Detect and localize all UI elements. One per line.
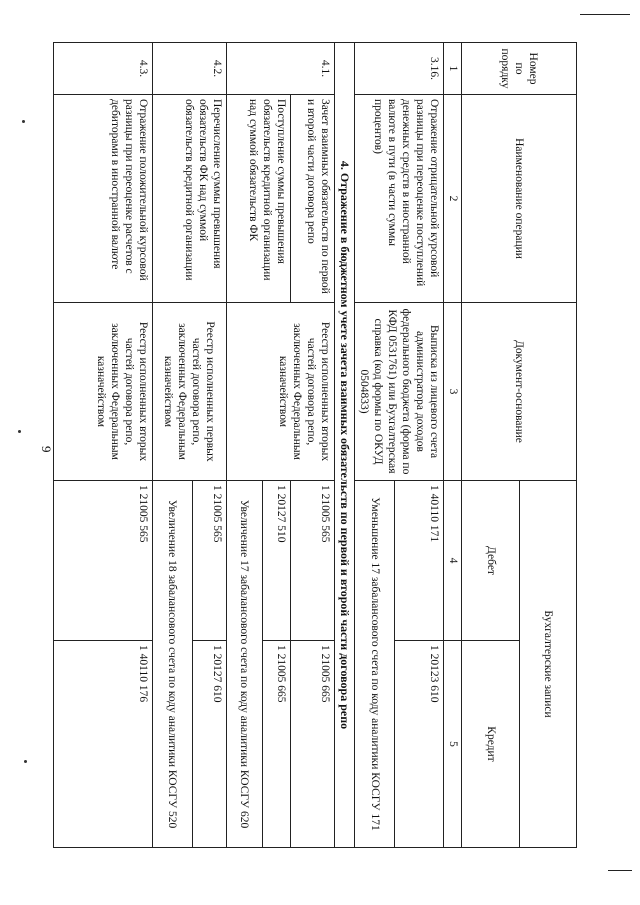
row-number: 4.1. [226, 43, 334, 95]
col-number: 5 [444, 641, 462, 848]
operation-cell: Зачет взаимных обязательств по первой и второй части договора репо [290, 95, 334, 303]
section-title: 4. Отражение в бюджетном учете зачета взаимных обязательств по первой и второй части договора репо [334, 43, 354, 848]
row-number: 4.3. [53, 43, 152, 95]
page-number: 9 [39, 446, 54, 453]
credit-cell: 1 21005 665 [290, 641, 334, 848]
section-row [334, 43, 354, 848]
header-number: Номер по порядку [462, 43, 577, 95]
header-document: Документ-основание [462, 303, 577, 481]
credit-cell: 1 21005 665 [262, 641, 290, 848]
operation-cell: Отражение отрицательной курсовой разницы при переоценке поступлений денежных средств в иностранной валюте в пути (в части суммы процентов) [354, 95, 443, 303]
header-operation: Наименование операции [462, 95, 577, 303]
operation-cell: Отражение положительной курсовой разницы при переоценке расчетов с дебиторами в иностранной валюте [53, 95, 152, 303]
debit-cell: 1 21005 565 [53, 481, 152, 641]
table-row [290, 43, 334, 848]
debit-cell: 1 20127 510 [262, 481, 290, 641]
header-credit: Кредит [462, 641, 520, 848]
header-debit: Дебет [462, 481, 520, 641]
debit-cell: 1 40110 171 [395, 481, 444, 641]
row-number: 3.16. [354, 43, 443, 95]
table-row [395, 43, 444, 848]
column-numbers-row [444, 43, 462, 848]
col-number: 2 [444, 95, 462, 303]
col-number: 1 [444, 43, 462, 95]
document-cell: Реестр исполненных вторых частей договора репо, заключенных Федеральным казначейством [226, 303, 334, 481]
rotated-table-container [62, 42, 577, 847]
row-number: 4.2. [152, 43, 226, 95]
document-cell: Реестр исполненных вторых частей договора репо, заключенных Федеральным казначейством [53, 303, 152, 481]
scan-speck [24, 760, 27, 763]
scan-edge-mark [608, 870, 632, 871]
note-cell: Увеличение 17 забалансового счета по коду аналитики КОСГУ 620 [226, 481, 262, 848]
credit-cell: 1 20127 610 [192, 641, 226, 848]
document-cell: Реестр исполненных первых частей договора репо, заключенных Федеральным казначейством [152, 303, 226, 481]
table-row [192, 43, 226, 848]
header-row [520, 43, 577, 848]
note-cell: Увеличение 18 забалансового счета по коду аналитики КОСГУ 520 [152, 481, 192, 848]
col-number: 4 [444, 481, 462, 641]
debit-cell: 1 21005 565 [290, 481, 334, 641]
credit-cell: 1 40110 176 [53, 641, 152, 848]
scan-edge-mark [580, 14, 630, 15]
operation-cell: Поступление суммы превышения обязательств кредитной организации над суммой обязательств ФК [226, 95, 290, 303]
note-cell: Уменьшение 17 забалансового счета по коду аналитики КОСГУ 171 [354, 481, 394, 848]
table-row [53, 43, 152, 848]
debit-cell: 1 21005 565 [192, 481, 226, 641]
col-number: 3 [444, 303, 462, 481]
scan-speck [22, 120, 25, 123]
document-cell: Выписка из лицевого счета администратора доходов федерального бюджета (форма по КФД 0531761) или Бухгалтерская справка (код формы по ОКУД 0504833) [354, 303, 443, 481]
operation-cell: Перечисление суммы превышения обязательств ФК над суммой обязательств кредитной организации [152, 95, 226, 303]
credit-cell: 1 20123 610 [395, 641, 444, 848]
accounting-table [53, 42, 577, 848]
scan-speck [18, 430, 21, 433]
header-entries: Бухгалтерские записи [520, 481, 577, 848]
